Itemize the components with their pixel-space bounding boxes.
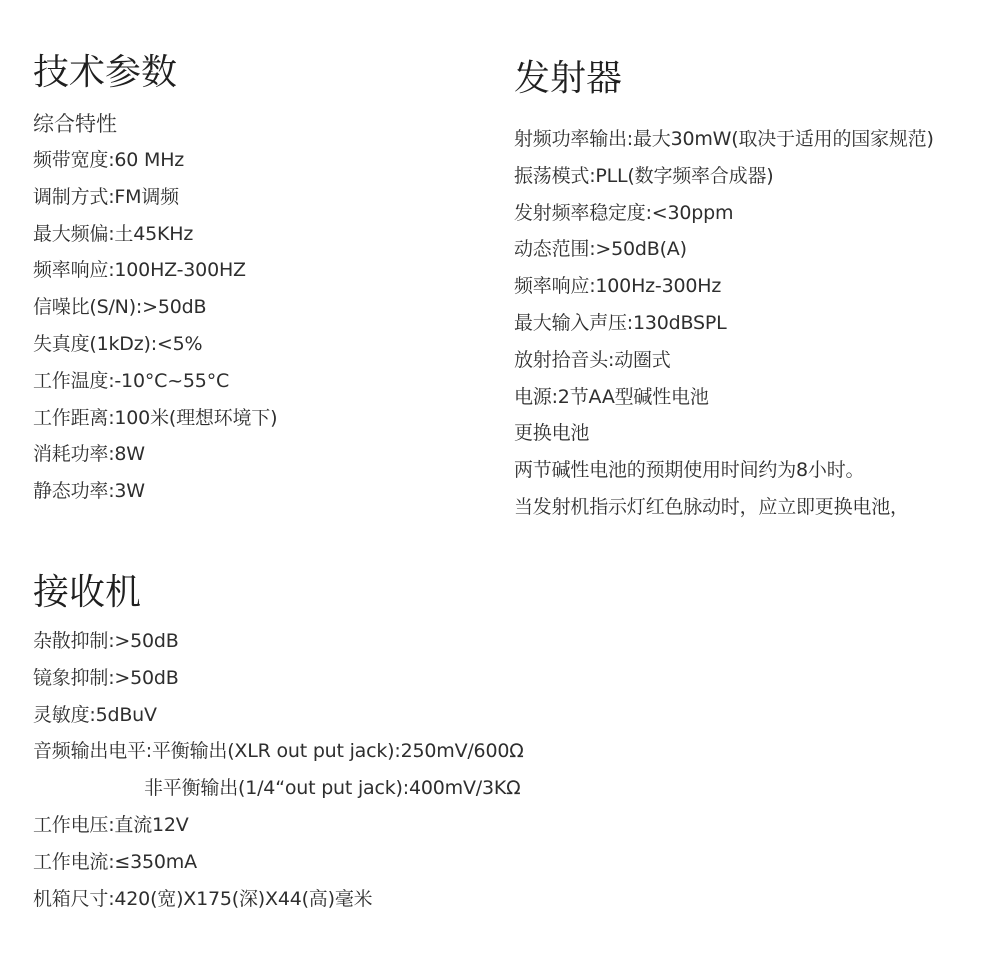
general-features-subtitle: 综合特性 bbox=[33, 112, 117, 136]
receiver-item: 工作电压:直流12V bbox=[33, 813, 189, 836]
spec-item: 消耗功率:8W bbox=[33, 443, 145, 466]
transmitter-item: 射频功率输出:最大30mW(取决于适用的国家规范) bbox=[514, 128, 934, 150]
transmitter-item: 两节碱性电池的预期使用时间约为8小时。 bbox=[514, 459, 865, 482]
receiver-item: 工作电流:≤350mA bbox=[33, 850, 197, 873]
receiver-item: 音频输出电平:平衡输出(XLR out put jack):250mV/600Ω bbox=[33, 740, 524, 763]
spec-item: 失真度(1kDz):<5% bbox=[33, 332, 203, 355]
spec-item: 工作距离:100米(理想环境下) bbox=[33, 406, 278, 429]
transmitter-item: 发射频率稳定度:<30ppm bbox=[514, 201, 734, 224]
transmitter-item: 当发射机指示灯红色脉动时，应立即更换电池， bbox=[514, 495, 909, 518]
tech-specs-list bbox=[33, 142, 493, 510]
receiver-item: 杂散抑制:>50dB bbox=[33, 630, 179, 652]
receiver-item-continued: 非平衡输出(1/4“out put jack):400mV/3KΩ bbox=[144, 777, 521, 800]
transmitter-item: 放射拾音头:动圈式 bbox=[514, 348, 671, 371]
spec-item: 最大频偏:土45KHz bbox=[33, 222, 194, 245]
receiver-item: 灵敏度:5dBuV bbox=[33, 703, 157, 726]
spec-item: 调制方式:FM调频 bbox=[33, 185, 179, 208]
tech-specs-title: 技术参数 bbox=[33, 52, 178, 93]
transmitter-item: 振荡模式:PLL(数字频率合成器) bbox=[514, 164, 774, 187]
spec-item: 频带宽度:60 MHz bbox=[33, 149, 185, 171]
receiver-section bbox=[33, 571, 633, 917]
transmitter-item: 频率响应:100Hz-300Hz bbox=[514, 275, 722, 298]
transmitter-item: 动态范围:>50dB(A) bbox=[514, 238, 687, 261]
transmitter-title: 发射器 bbox=[514, 58, 623, 99]
transmitter-item: 电源:2节AA型碱性电池 bbox=[514, 385, 709, 408]
spec-item: 静态功率:3W bbox=[33, 480, 145, 503]
receiver-item: 机箱尺寸:420(宽)X175(深)X44(高)毫米 bbox=[33, 887, 373, 910]
receiver-item: 镜象抑制:>50dB bbox=[33, 666, 179, 689]
transmitter-item: 更换电池 bbox=[514, 422, 590, 445]
transmitter-item: 最大输入声压:130dBSPL bbox=[514, 311, 727, 334]
receiver-list bbox=[33, 623, 633, 917]
tech-specs-section bbox=[33, 51, 493, 510]
spec-item: 频率响应:100HZ-300HZ bbox=[33, 259, 246, 282]
spec-item: 工作温度:-10°C~55°C bbox=[33, 369, 230, 392]
transmitter-section bbox=[514, 57, 984, 526]
receiver-title: 接收机 bbox=[33, 572, 142, 613]
spec-item: 信噪比(S/N):>50dB bbox=[33, 296, 207, 319]
transmitter-list bbox=[514, 121, 984, 526]
